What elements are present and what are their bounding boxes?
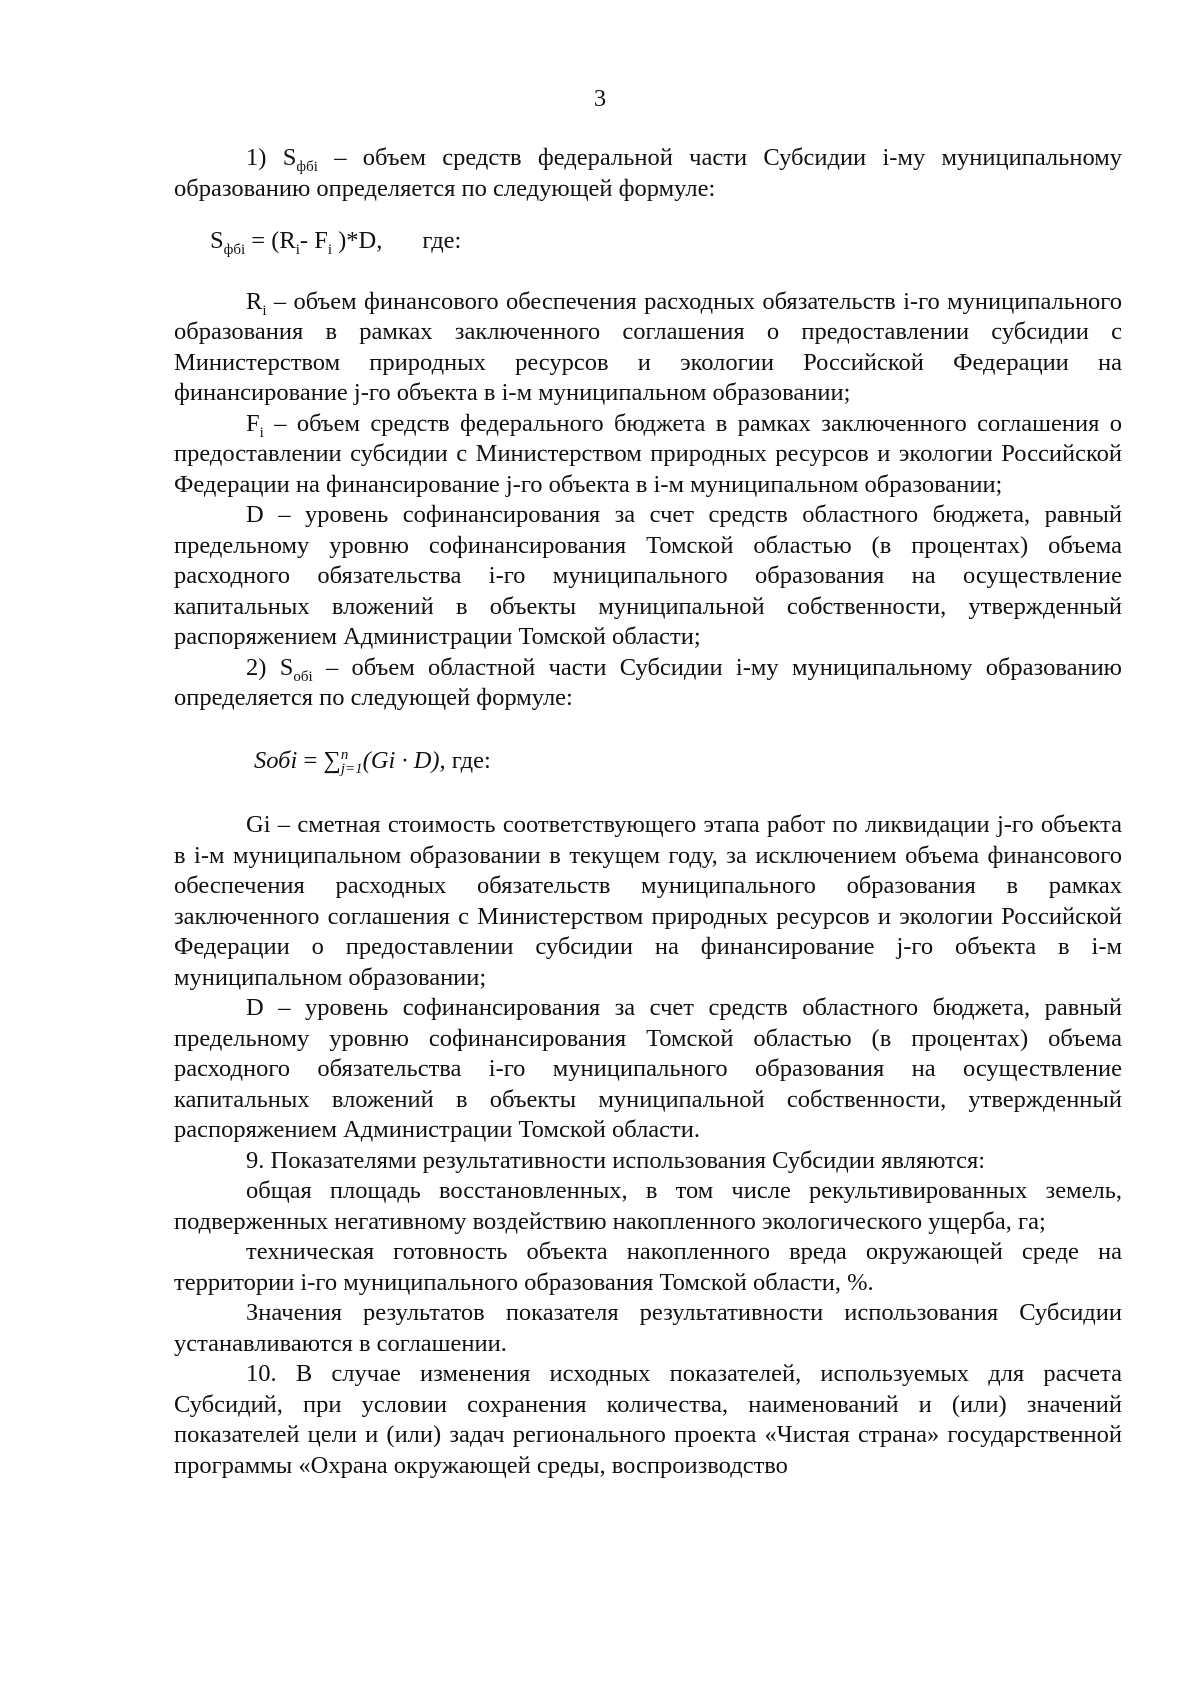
document-body xyxy=(174,143,1122,1481)
paragraph-d-definition-1: D – уровень софинансирования за счет средств областного бюджета, равный предельному уровню софинансирования Томской областью (в процентах) объема расходного обязательства i-го муниципального образования на осуществление капитальных вложений в объекты муниципальной собственности, утвержденный распоряжением Администрации Томской области; xyxy=(174,501,1122,650)
formula-fragment: = (R xyxy=(245,227,296,254)
paragraph-regional-part xyxy=(174,653,1122,714)
formula-fragment: (Gi · D) xyxy=(362,746,440,774)
text-fragment: – объем областной части Субсидии i-му муниципальному образованию определяется по следующей формуле: xyxy=(174,653,1122,711)
formula-where: , где: xyxy=(439,746,491,774)
paragraph-9-area: общая площадь восстановленных, в том числе рекультивированных земель, подверженных негативному воздействию накопленного экологического ущерба, га; xyxy=(174,1177,1122,1235)
symbol: F xyxy=(246,409,260,437)
sum-sign: = ∑ xyxy=(297,746,341,774)
subscript: обi xyxy=(293,668,313,685)
text-fragment: – объем финансового обеспечения расходных обязательств i-го муниципального образования в рамках заключенного соглашения о предоставлении субсидии с Министерством природных ресурсов и экологии Российской Федерации на финансирование j-го объекта в i-м муниципальном образовании; xyxy=(174,287,1122,406)
paragraph-d-definition-2: D – уровень софинансирования за счет средств областного бюджета, равный предельному уровню софинансирования Томской областью (в процентах) объема расходного обязательства i-го муниципального образования на осуществление капитальных вложений в объекты муниципальной собственности, утвержденный распоряжением Администрации Томской области. xyxy=(174,994,1122,1143)
formula-regional xyxy=(174,746,1122,777)
symbol: R xyxy=(246,287,263,315)
paragraph-9-readiness: техническая готовность объекта накопленного вреда окружающей среде на территории i-го муниципального образования Томской области, %. xyxy=(174,1238,1122,1296)
formula-where: где: xyxy=(422,227,462,254)
paragraph-federal-part xyxy=(174,143,1122,204)
page-number: 3 xyxy=(593,85,607,112)
paragraph-9: 9. Показателями результативности использования Субсидии являются: xyxy=(246,1146,986,1174)
paragraph-ri-definition xyxy=(174,287,1122,409)
text-fragment: – объем средств федерального бюджета в рамках заключенного соглашения о предоставлении субсидии с Министерством природных ресурсов и экологии Российской Федерации на финансирование j-го объекта в i-м муниципальном образовании; xyxy=(174,409,1122,498)
text-fragment: 1) S xyxy=(246,144,297,171)
text-fragment: 2) S xyxy=(246,653,294,681)
subscript: i xyxy=(327,241,333,258)
subscript: фбi xyxy=(296,158,318,175)
paragraph-fi-definition xyxy=(174,409,1122,501)
formula-symbol: S xyxy=(210,227,224,254)
formula-fragment: - F xyxy=(299,227,328,254)
subscript: j=1 xyxy=(340,760,363,777)
subscript: i xyxy=(262,302,267,319)
subscript: фбi xyxy=(223,241,246,258)
paragraph-gi-definition: Gi – сметная стоимость соответствующего этапа работ по ликвидации j-го объекта в i-м муниципальном образовании в текущем году, за исключением объема финансового обеспечения расходных обязательств муниципального образования в рамках заключенного соглашения с Министерством природных ресурсов и экологии Российской Федерации о предоставлении субсидии на финансирование j-го объекта в i-м муниципальном образовании; xyxy=(174,811,1122,991)
paragraph-9-values: Значения результатов показателя результативности использования Субсидии устанавливаются в соглашении. xyxy=(174,1299,1122,1357)
superscript: n xyxy=(340,746,349,763)
formula-fragment: )*D, xyxy=(332,227,383,254)
formula-federal xyxy=(174,226,1122,257)
text-fragment: – объем средств федеральной части Субсидии i-му муниципальному образованию определяется по следующей формуле: xyxy=(174,144,1122,202)
subscript: i xyxy=(259,424,264,441)
formula-symbol: Sобi xyxy=(254,746,298,774)
paragraph-10: 10. В случае изменения исходных показателей, используемых для расчета Субсидий, при условии сохранения количества, наименований и (или) значений показателей цели и (или) задач регионального проекта «Чистая страна» государственной программы «Охрана окружающей среды, воспроизводство xyxy=(174,1360,1122,1479)
subscript: i xyxy=(295,241,300,258)
